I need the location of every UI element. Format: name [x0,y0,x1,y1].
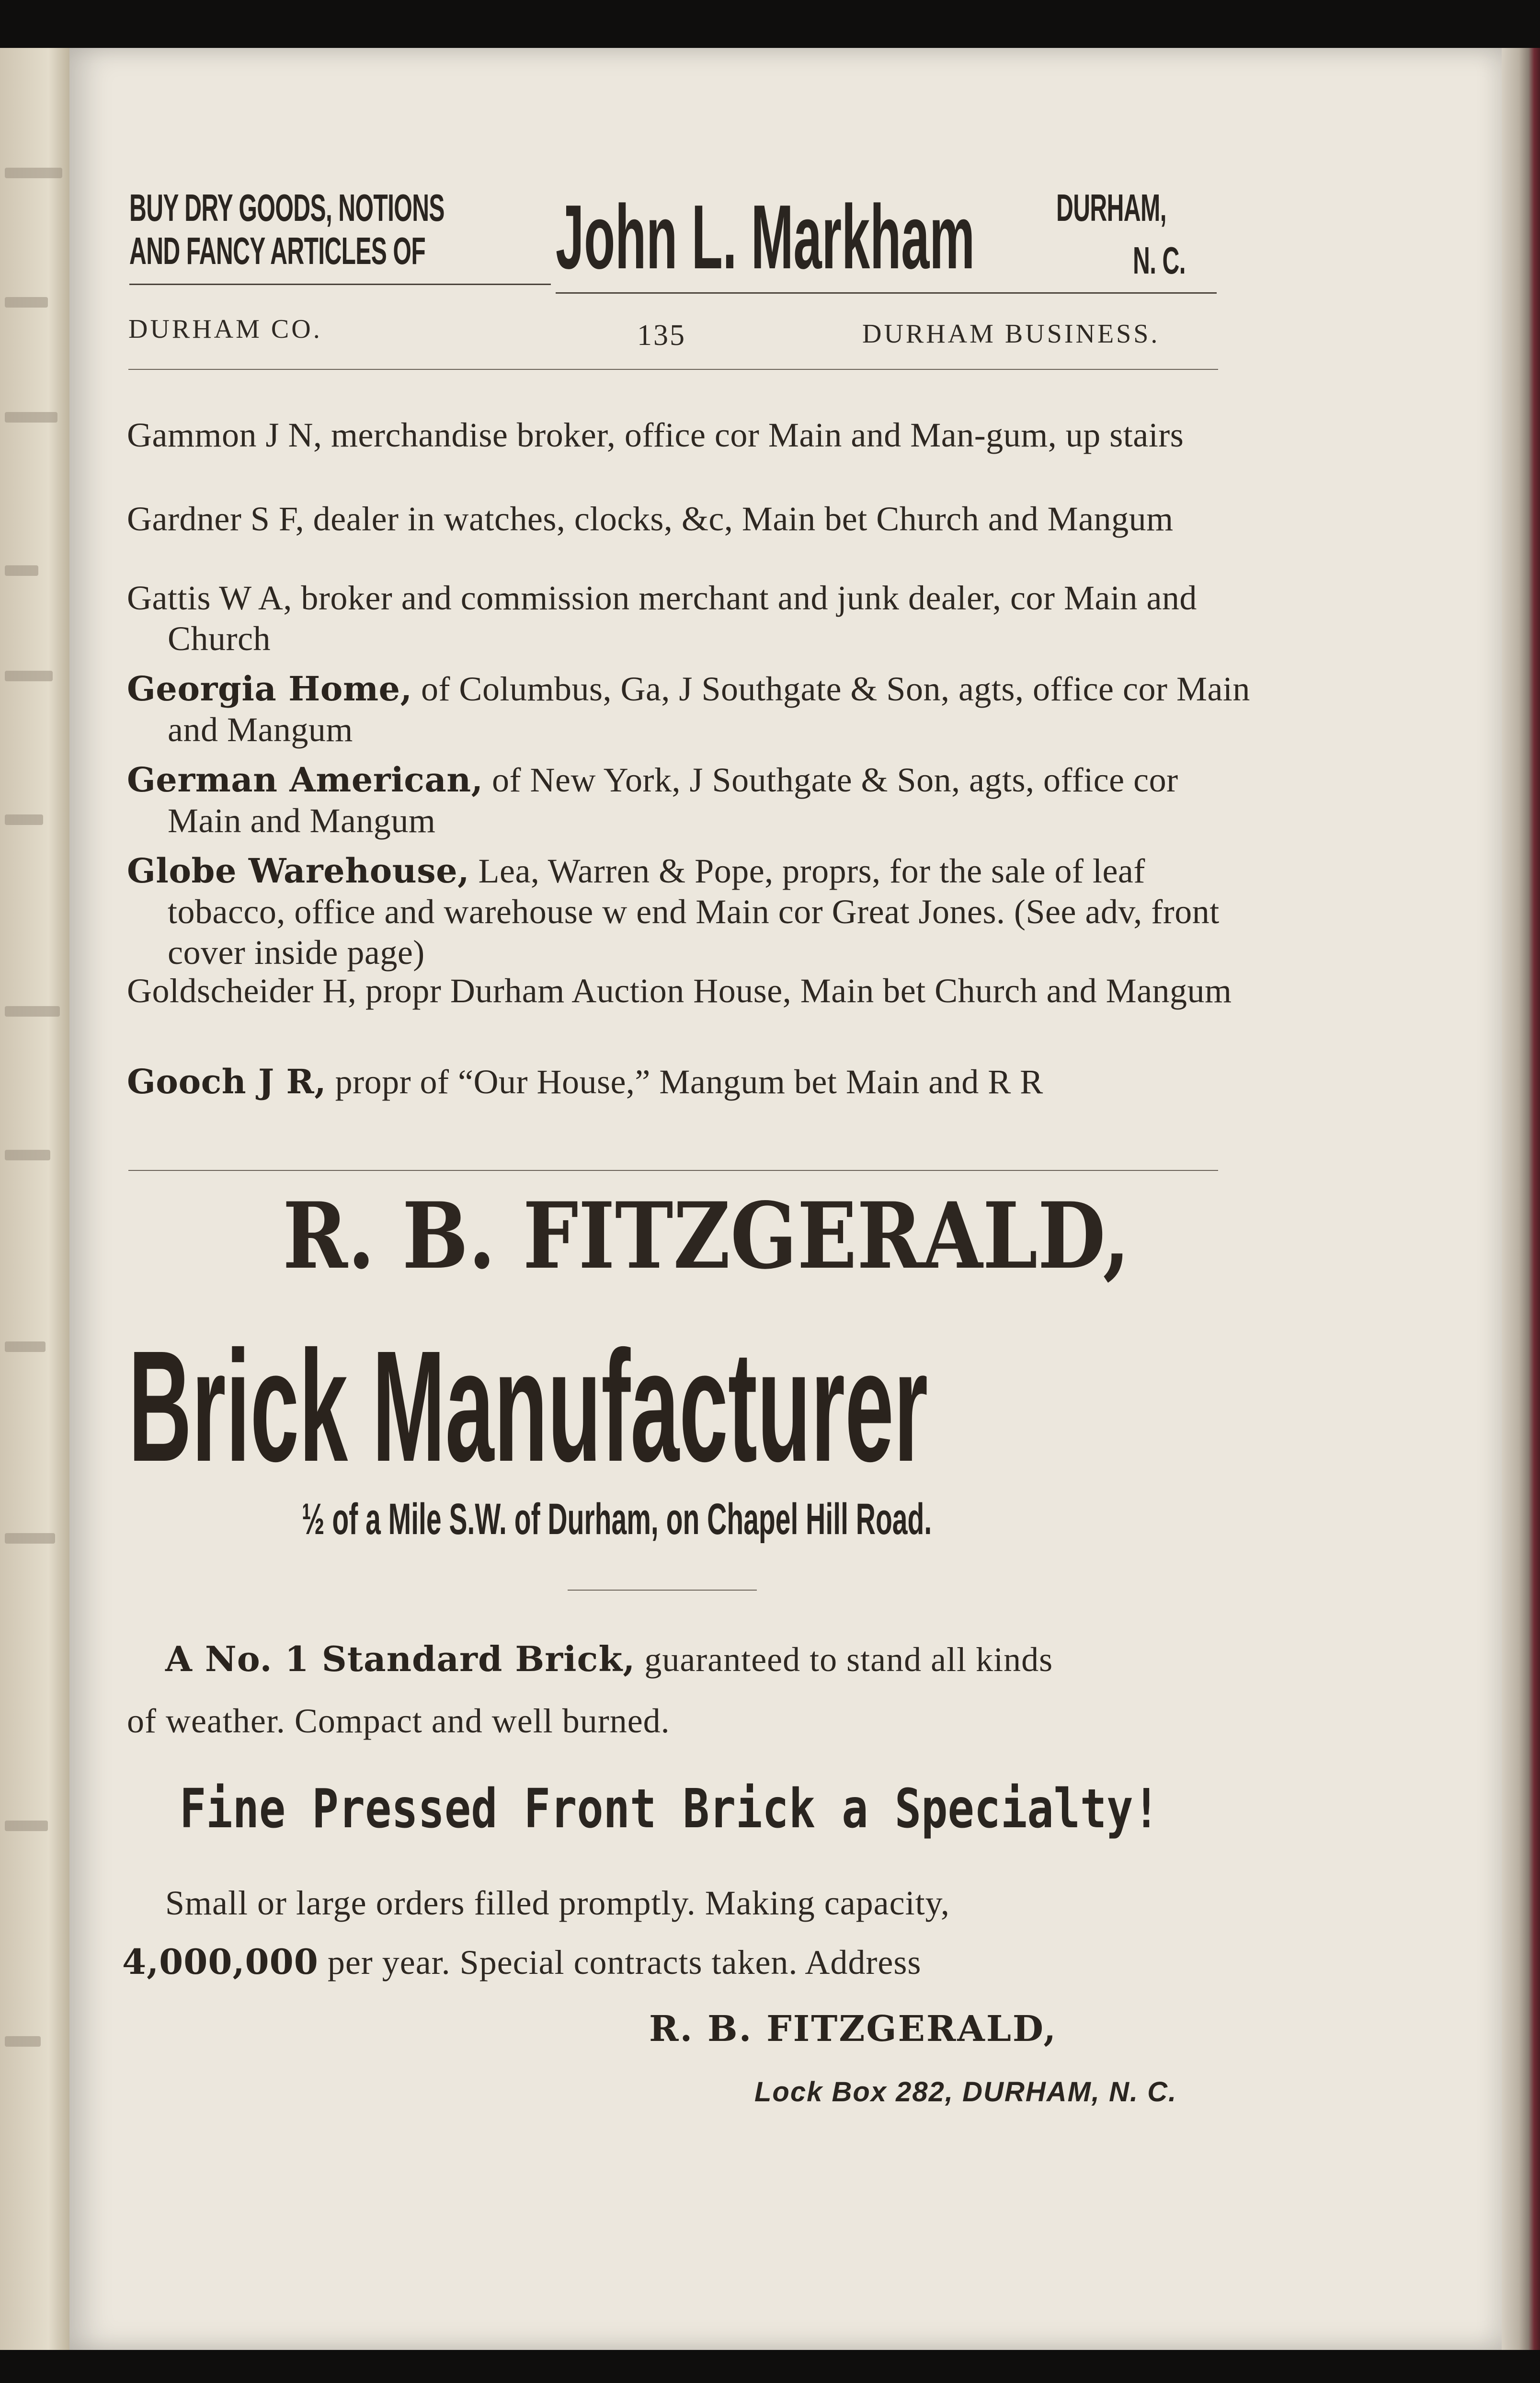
header-ad-right-line2: N. C. [1133,239,1186,282]
signature-name: R. B. FITZGERALD, [649,2008,1058,2050]
directory-entry: Gardner S F, dealer in watches, clocks, &c, Main bet Church and Mangum [127,500,1174,538]
header-ad-name: John L. Markham [556,186,975,288]
header-ad-left-line1: BUY DRY GOODS, NOTIONS [129,186,445,229]
header-ad-underline-right [556,292,1217,294]
section-divider [128,1170,1218,1171]
header-ad-left-line2: AND FANCY ARTICLES OF [129,229,426,272]
weather-line: of weather. Compact and well burned. [127,1702,670,1740]
running-head-right: DURHAM BUSINESS. [862,319,1160,349]
running-head-rule [128,369,1218,370]
header-ad-underline-left [129,284,551,285]
scan-border-bottom [0,2350,1540,2383]
directory-entry: German American, of New York, J Southgate & Son, agts, office cor Main and Mangum [127,760,1178,840]
directory-entry: Gattis W A, broker and commission merchant and junk dealer, cor Main and Church [127,579,1197,658]
ad-short-rule [568,1590,757,1591]
directory-entry: Gooch J R, propr of “Our House,” Mangum bet Main and R R [127,1062,1043,1101]
fitzgerald-name-heading: R. B. FITZGERALD, [283,1182,1130,1289]
page-number: 135 [637,319,686,352]
signature-address: Lock Box 282, DURHAM, N. C. [754,2076,1177,2108]
directory-entry: Gammon J N, merchandise broker, office cor Main and Man-gum, up stairs [127,416,1184,454]
location-line: ½ of a Mile S.W. of Durham, on Chapel Hill Road. [302,1495,932,1544]
standard-brick-line: A No. 1 Standard Brick, guaranteed to stand all kinds [165,1638,1053,1679]
directory-entry: Georgia Home, of Columbus, Ga, J Southgate & Son, agts, office cor Main and Mangum [127,669,1250,749]
page-edge [1502,48,1540,2350]
header-ad-right-line1: DURHAM, [1056,186,1166,229]
directory-entry: Goldscheider H, propr Durham Auction House, Main bet Church and Mangum [127,972,1232,1010]
directory-entry: Globe Warehouse, Lea, Warren & Pope, proprs, for the sale of leaf tobacco, office and warehouse w end Main cor Great Jones. (See adv, front cover inside page) [127,851,1220,972]
specialty-slogan: Fine Pressed Front Brick a Specialty! [180,1778,1160,1840]
facing-page-edge [0,48,69,2350]
scan-border-top [0,0,1540,48]
running-head-left: DURHAM CO. [128,314,322,344]
orders-line: Small or large orders filled promptly. Making capacity, [165,1884,950,1922]
brick-manufacturer-headline: Brick Manufacturer [128,1318,928,1494]
capacity-line: 4,000,000 per year. Special contracts taken. Address [122,1941,922,1982]
